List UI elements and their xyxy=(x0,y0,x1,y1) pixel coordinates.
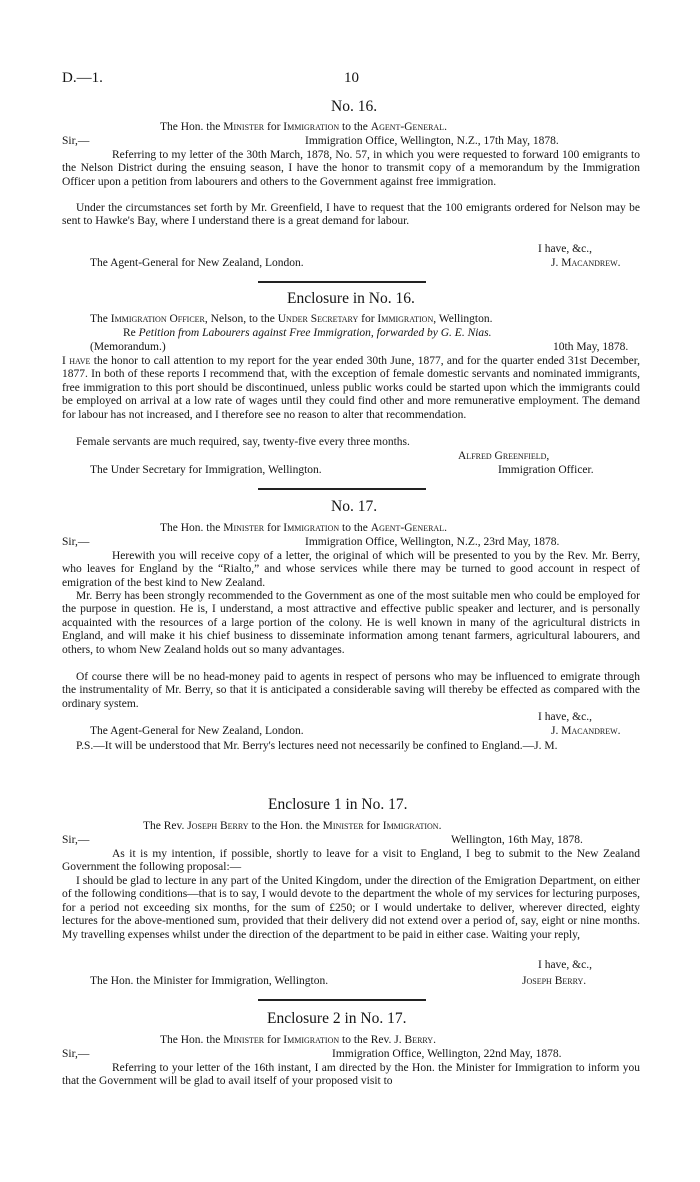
section-divider xyxy=(258,999,426,1001)
section-title-enclosure2-no17: Enclosure 2 in No. 17. xyxy=(267,1010,407,1027)
memorandum-date: 10th May, 1878. xyxy=(553,341,629,353)
paragraph-no17-1: Herewith you will receive copy of a letter, the original of which will be presented to you by the Rev. Mr. Berry, who leaves for England by the “Rialto,” and whose services while there may be turned to good account in respect of emigration of the best kind to New Zealand. xyxy=(62,550,640,589)
from-to-line-enclosure-no16: The Immigration Officer, Nelson, to the Under Secretary for Immigration, Wellington. xyxy=(90,313,493,325)
paragraph-no16-2: Under the circumstances set forth by Mr. Greenfield, I have to request that the 100 emigrants ordered for Nelson may be sent to Hawke's Bay, where I understand there is a great demand for labour. xyxy=(62,202,640,228)
page-number: 10 xyxy=(344,70,359,86)
paragraph-no17-3: Of course there will be no head-money paid to agents in respect of persons who may be influenced to emigrate through the instrumentality of Mr. Berry, so that it is anticipated a considerable saving will thereby be effected as compared with the ordinary system. xyxy=(62,671,640,710)
signature-enclosure-no16: Alfred Greenfield, xyxy=(458,450,550,462)
from-to-line-enclosure2-no17: The Hon. the Minister for Immigration to the Rev. J. Berry. xyxy=(160,1034,436,1046)
addressee-no16: The Agent-General for New Zealand, London. xyxy=(90,257,304,269)
paragraph-no16-1: Referring to my letter of the 30th March, 1878, No. 57, in which you were requested to forward 100 emigrants to the Nelson District during the ensuing season, I have the honor to transmit copy of a memorandum by the Immigration Officer upon a petition from labourers and others to the Government against free immigration. xyxy=(62,149,640,188)
paragraph-enclosure1-no17-1: As it is my intention, if possible, shortly to leave for a visit to England, I beg to submit to the New Zealand Government the following proposal:— xyxy=(62,848,640,874)
section-title-enclosure1-no17: Enclosure 1 in No. 17. xyxy=(268,796,408,813)
address-line-enclosure2-no17: Immigration Office, Wellington, 22nd May, 1878. xyxy=(332,1048,562,1060)
closing-enclosure1-no17: I have, &c., xyxy=(538,959,592,971)
salutation-enclosure2-no17: Sir,— xyxy=(62,1048,90,1060)
from-to-line-enclosure1-no17: The Rev. Joseph Berry to the Hon. the Minister for Immigration. xyxy=(143,820,442,832)
signature-title-enclosure-no16: Immigration Officer. xyxy=(498,464,594,476)
closing-no17: I have, &c., xyxy=(538,711,592,723)
from-to-line-no17: The Hon. the Minister for Immigration to the Agent-General. xyxy=(160,522,447,534)
paragraph-enclosure1-no17-2: I should be glad to lecture in any part of the United Kingdom, under the direction of the Emigration Department, on either of the following conditions—that is to say, I would devote to the department the whole of my services for lecturing purposes, for a period not exceeding six months, for the sum of £250; or I would undertake to deliver, wherever directed, eighty lectures for the above-mentioned sum, provided that their delivery did not extend over a period of, say, eight or nine months. My travelling expenses whilst under the direction of the department to be paid in either case. Waiting your reply, xyxy=(62,875,640,941)
section-divider xyxy=(258,281,426,283)
signature-no17: J. Macandrew. xyxy=(551,725,621,737)
paragraph-enclosure-no16-2: Female servants are much required, say, twenty-five every three months. xyxy=(76,436,410,448)
signature-enclosure1-no17: Joseph Berry. xyxy=(522,975,587,987)
salutation-enclosure1-no17: Sir,— xyxy=(62,834,90,846)
salutation-no17: Sir,— xyxy=(62,536,90,548)
paragraph-enclosure-no16-1: I have the honor to call attention to my report for the year ended 30th June, 1877, and for the quarter ended 31st December, 1877. In both of these reports I recommend that, with the exception of female domestic servants and nominated immigrants, free immigration to this port should be discontinued, unless public works could be started upon which the immigrants could be employed on arrival at a low rate of wages until they could find other and more remunerative employment. The demand for labour has not increased, and I therefore see no reason to alter that recommendation. xyxy=(62,355,641,421)
signature-no16: J. Macandrew. xyxy=(551,257,621,269)
section-title-no16: No. 16. xyxy=(331,98,378,115)
address-line-no17: Immigration Office, Wellington, N.Z., 23rd May, 1878. xyxy=(305,536,560,548)
section-title-no17: No. 17. xyxy=(331,498,378,515)
subject-line-enclosure-no16: Re Petition from Labourers against Free Immigration, forwarded by G. E. Nias. xyxy=(123,327,492,339)
address-line-enclosure1-no17: Wellington, 16th May, 1878. xyxy=(451,834,583,846)
memorandum-label: (Memorandum.) xyxy=(90,341,166,353)
paragraph-no17-2: Mr. Berry has been strongly recommended to the Government as one of the most suitable men who could be employed for the purpose in question. He is, I understand, a most attractive and effective public speaker and lecturer, and is personally acquainted with the resources of a large portion of the colony. He is well known in many of the agricultural districts in England, and will make it his chief business to disseminate information among tenant farmers, agricultural labourers, and others, to whom New Zealand holds out so many advantages. xyxy=(62,590,640,656)
section-title-enclosure-no16: Enclosure in No. 16. xyxy=(287,290,415,307)
section-divider xyxy=(258,488,426,490)
addressee-enclosure-no16: The Under Secretary for Immigration, Wellington. xyxy=(90,464,322,476)
salutation-no16: Sir,— xyxy=(62,135,90,147)
postscript-no17: P.S.—It will be understood that Mr. Berry's lectures need not necessarily be confined to England.—J. M. xyxy=(76,740,558,752)
paragraph-enclosure2-no17-1: Referring to your letter of the 16th instant, I am directed by the Hon. the Minister for Immigration to inform you that the Government will be glad to avail itself of your proposed visit to xyxy=(62,1062,640,1088)
addressee-no17: The Agent-General for New Zealand, London. xyxy=(90,725,304,737)
closing-no16: I have, &c., xyxy=(538,243,592,255)
document-reference: D.—1. xyxy=(62,70,103,86)
from-to-line-no16: The Hon. the Minister for Immigration to the Agent-General. xyxy=(160,121,447,133)
address-line-no16: Immigration Office, Wellington, N.Z., 17th May, 1878. xyxy=(305,135,559,147)
addressee-enclosure1-no17: The Hon. the Minister for Immigration, Wellington. xyxy=(90,975,329,987)
